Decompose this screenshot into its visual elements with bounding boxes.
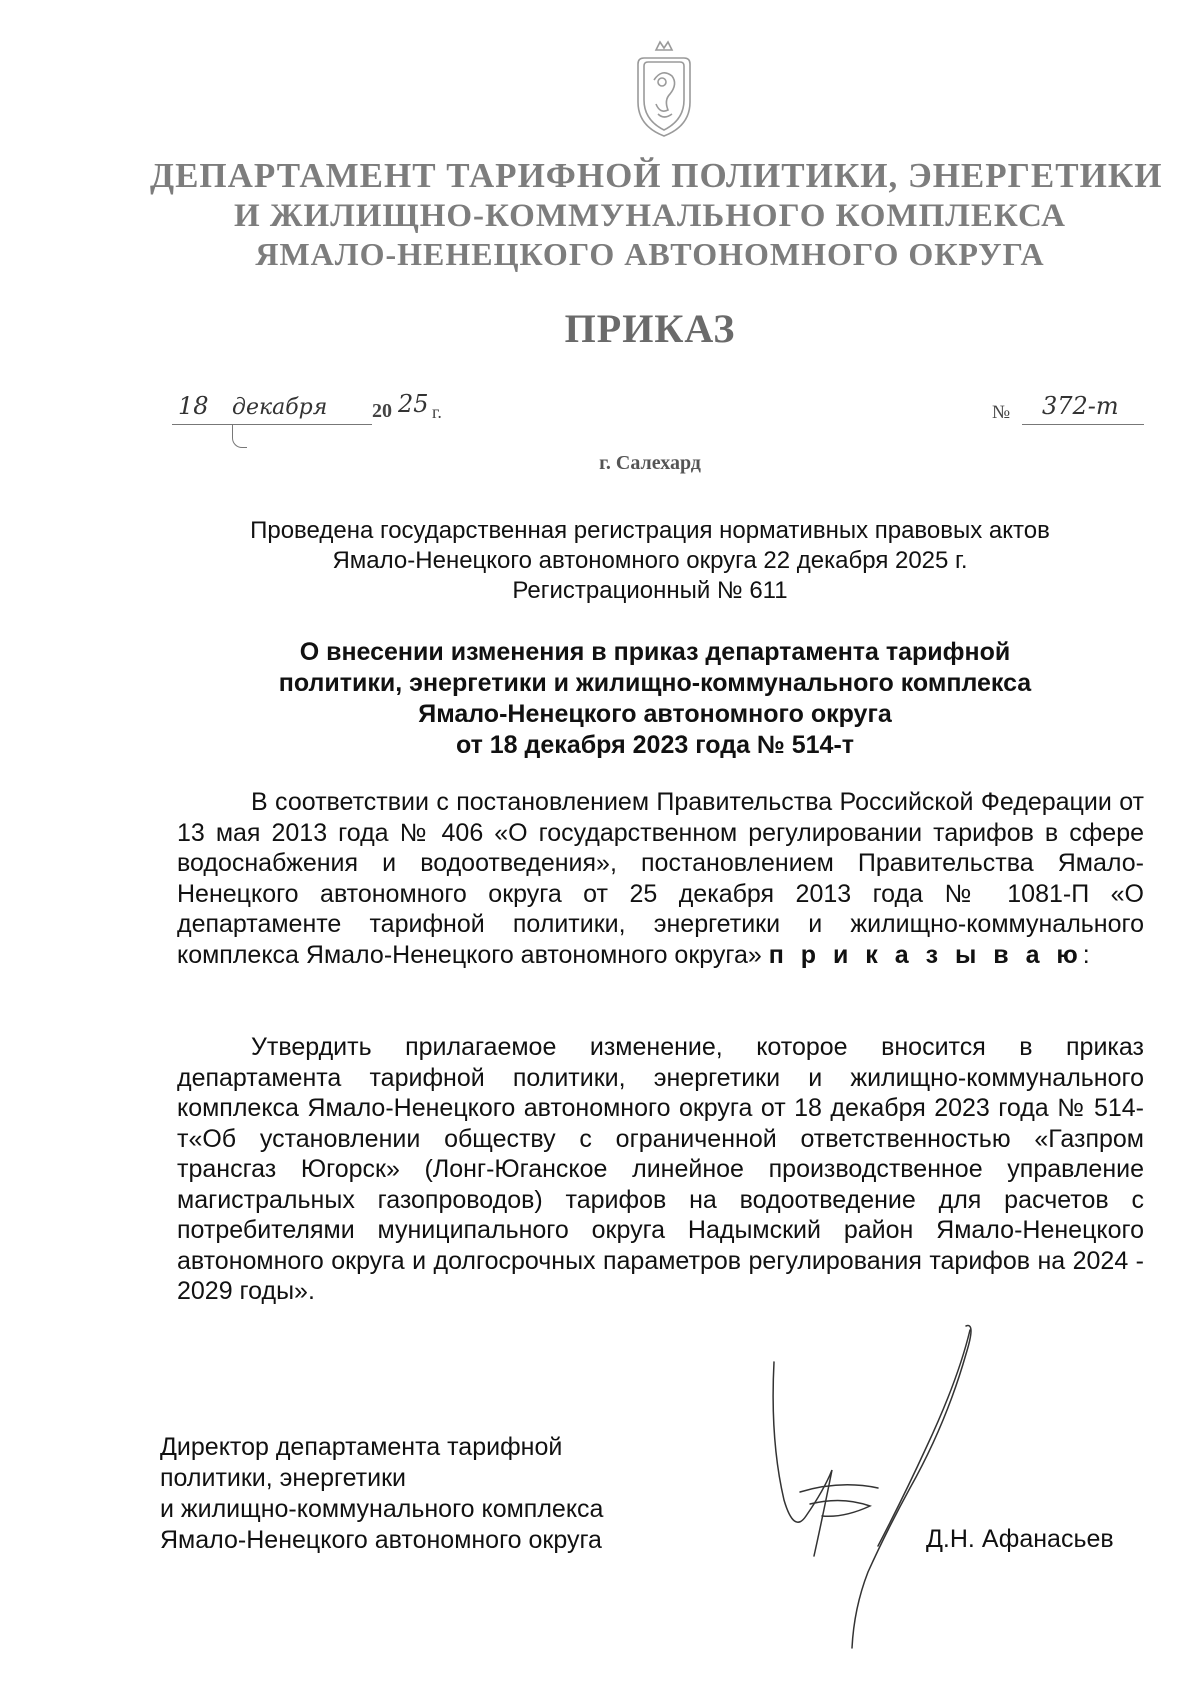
order-number: 372-т	[1042, 392, 1119, 420]
registration-line-1: Проведена государственная регистрация нормативных правовых актов	[250, 517, 1050, 544]
body-paragraph-2-text: Утвердить прилагаемое изменение, которое вносится в приказ департамента тарифной политики, энергетики и жилищно-коммунального комплекса Ямало-Ненецкого автономного округа от 18 декабря 2023 года № 514-т«Об установлении обществу с ограниченной ответственностью «Газпром трансгаз Югорск» (Лонг-Юганское линейное производственное управление магистральных газопроводов) тарифов на водоотведение для расчетов с потребителями муниципального округа Надымский район Ямало-Ненецкого автономного округа и долгосрочных параметров регулирования тарифов на 2024 - 2029 годы».	[177, 1033, 1144, 1305]
subject-line-1: О внесении изменения в приказ департамента тарифной	[299, 638, 1011, 666]
body-paragraph-1	[177, 787, 1144, 970]
signer-name: Д.Н. Афанасьев	[926, 1525, 1114, 1553]
subject-line-4: от 18 декабря 2023 года № 514-т	[455, 731, 855, 759]
city-label: г. Салехард	[599, 452, 701, 474]
registration-line-2: Ямало-Ненецкого автономного округа 22 декабря 2025 г.	[332, 547, 968, 574]
department-name-line-2: И ЖИЛИЩНО-КОММУНАЛЬНОГО КОМПЛЕКСА	[234, 198, 1066, 234]
department-name-line-1: ДЕПАРТАМЕНТ ТАРИФНОЙ ПОЛИТИКИ, ЭНЕРГЕТИКИ	[150, 156, 1163, 195]
number-underline	[1022, 424, 1144, 425]
coat-of-arms-emblem	[628, 40, 700, 140]
body-paragraph-1-end: :	[1082, 940, 1090, 969]
order-date-year-prefix: 20	[372, 400, 392, 422]
department-name-line-3: ЯМАЛО-НЕНЕЦКОГО АВТОНОМНОГО ОКРУГА	[255, 236, 1045, 272]
signer-title-line-2: политики, энергетики	[160, 1464, 406, 1492]
handwriting-stroke	[232, 425, 247, 448]
document-type-title: ПРИКАЗ	[564, 306, 736, 351]
subject-line-3: Ямало-Ненецкого автономного округа	[418, 700, 892, 728]
order-number-sign: №	[992, 402, 1011, 423]
signer-title-line-4: Ямало-Ненецкого автономного округа	[160, 1526, 602, 1554]
order-date-month: декабря	[232, 395, 328, 420]
order-date-year-suffix: 25	[398, 390, 429, 418]
body-paragraph-2	[177, 1032, 1144, 1307]
subject-line-2: политики, энергетики и жилищно-коммунального комплекса	[278, 669, 1032, 697]
order-date-g: г.	[432, 402, 442, 422]
registration-line-3: Регистрационный № 611	[512, 577, 788, 604]
handwritten-signature	[770, 1320, 1010, 1660]
signer-title-line-3: и жилищно-коммунального комплекса	[160, 1495, 604, 1523]
order-command: п р и к а з ы в а ю	[768, 940, 1083, 969]
body-paragraph-1-text: В соответствии с постановлением Правительства Российской Федерации от 13 мая 2013 года № 406 «О государственном регулировании тарифов в сфере водоснабжения и водоотведения», постановлением Правительства Ямало-Ненецкого автономного округа от 25 декабря 2013 года № 1081-П «О департаменте тарифной политики, энергетики и жилищно-коммунального комплекса Ямало-Ненецкого автономного округа»	[177, 788, 1144, 969]
order-date-day: 18	[178, 392, 209, 420]
signer-title-line-1: Директор департамента тарифной	[160, 1433, 563, 1461]
date-underline	[172, 424, 372, 425]
signer-title	[160, 1432, 603, 1556]
